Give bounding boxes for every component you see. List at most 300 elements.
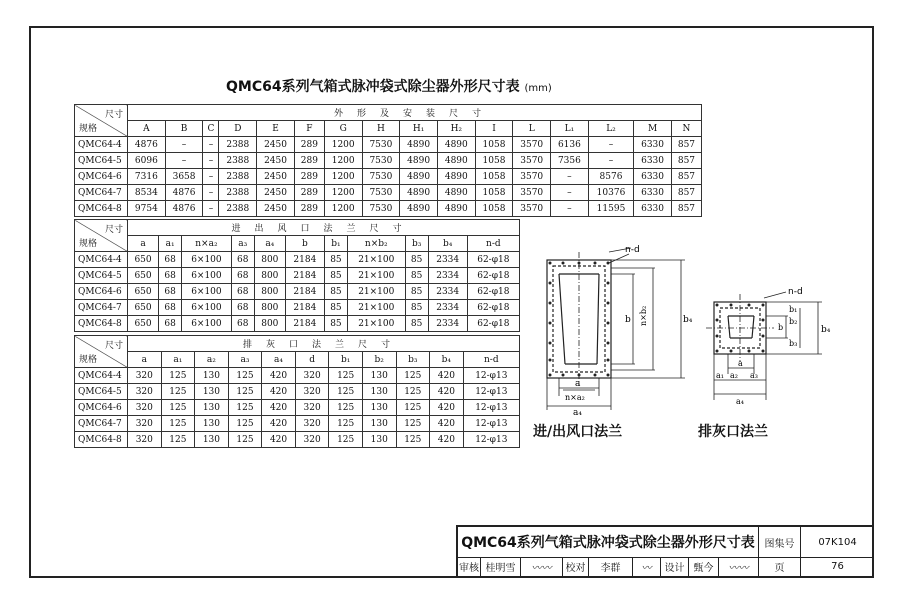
column-header: b₃: [396, 352, 430, 368]
dimension-table-ash-flange: [74, 335, 520, 448]
table-cell: 4890: [437, 185, 475, 201]
table-cell: 125: [396, 368, 430, 384]
table-cell: 7530: [362, 137, 400, 153]
row-model-name: QMC64-5: [75, 384, 128, 400]
column-header: a₄: [254, 236, 285, 252]
table-cell: 125: [161, 432, 195, 448]
table-cell: 800: [254, 268, 285, 284]
ash-label-b: b: [778, 323, 784, 332]
table-cell: 125: [396, 416, 430, 432]
table-cell: 6×100: [182, 316, 232, 332]
ash-opening-left: [728, 316, 730, 338]
table-row: [75, 137, 702, 153]
table-cell: 320: [128, 432, 162, 448]
reviewer-name: 桂明雪: [480, 557, 520, 576]
table-cell: 62-φ18: [467, 300, 519, 316]
table-cell: 68: [231, 300, 254, 316]
title-block-row-2: [458, 557, 874, 576]
opening-right-edge: [597, 274, 599, 364]
column-header: a₄: [262, 352, 296, 368]
table-cell: 125: [228, 400, 262, 416]
column-header: a₁: [159, 236, 182, 252]
table-cell: 4890: [437, 153, 475, 169]
table-cell: 4876: [165, 201, 203, 217]
table-body: [75, 252, 520, 332]
table-cell: 420: [430, 400, 464, 416]
column-header: b₁: [329, 352, 363, 368]
corner-top-label: 尺寸: [104, 110, 123, 120]
table-cell: 7530: [362, 153, 400, 169]
table-cell: 1058: [475, 185, 513, 201]
table-row: [75, 169, 702, 185]
ash-label-a: a: [738, 359, 743, 368]
table-cell: 68: [159, 268, 182, 284]
table-cell: 62-φ18: [467, 316, 519, 332]
table-cell: 320: [128, 416, 162, 432]
table-cell: 4890: [400, 153, 438, 169]
label-na2: n×a₂: [565, 393, 585, 402]
ash-label-a2: a₂: [730, 371, 738, 380]
table-cell: 130: [195, 432, 229, 448]
table-cell: 650: [128, 316, 159, 332]
table-cell: 6330: [634, 185, 672, 201]
table-cell: –: [588, 153, 633, 169]
column-header: b₃: [405, 236, 428, 252]
reviewer-signature: 〰〰: [520, 557, 562, 576]
check-label: 校对: [562, 557, 588, 576]
column-header: D: [219, 121, 257, 137]
table-cell: 68: [231, 252, 254, 268]
table-cell: 68: [159, 316, 182, 332]
table-cell: 4890: [437, 137, 475, 153]
designer-name: 甄今: [688, 557, 718, 576]
opening-left-edge: [559, 274, 565, 364]
table-cell: 85: [405, 300, 428, 316]
ash-label-a4: a₄: [736, 397, 744, 406]
table-cell: 6330: [634, 201, 672, 217]
corner-bottom-label: 规格: [79, 124, 98, 134]
table-row: [75, 416, 520, 432]
group-header: 排灰口法兰尺寸: [128, 336, 520, 352]
table-cell: 6330: [634, 169, 672, 185]
column-header: a₃: [231, 236, 254, 252]
table-cell: 125: [396, 432, 430, 448]
table-cell: 420: [262, 416, 296, 432]
table-cell: 2450: [257, 201, 295, 217]
column-header: n-d: [467, 236, 519, 252]
column-header: L: [513, 121, 551, 137]
table-cell: –: [203, 201, 219, 217]
table-cell: 68: [159, 252, 182, 268]
row-model-name: QMC64-7: [75, 300, 128, 316]
label-nd: n-d: [625, 245, 640, 255]
column-header: b₂: [362, 352, 396, 368]
column-header: G: [324, 121, 362, 137]
table-cell: 320: [295, 368, 329, 384]
column-header: M: [634, 121, 672, 137]
column-header: H₂: [437, 121, 475, 137]
page-title-text: QMC64系列气箱式脉冲袋式除尘器外形尺寸表: [226, 79, 520, 95]
table-cell: –: [203, 185, 219, 201]
table-cell: 420: [262, 400, 296, 416]
table-cell: 125: [161, 368, 195, 384]
table-cell: 420: [262, 384, 296, 400]
table-cell: 420: [430, 432, 464, 448]
ash-label-a1: a₁: [716, 371, 724, 380]
table-cell: 2334: [428, 284, 467, 300]
table-cell: 3570: [513, 153, 551, 169]
table-cell: 857: [671, 201, 701, 217]
table-cell: 21×100: [347, 316, 405, 332]
table-cell: 7530: [362, 201, 400, 217]
column-header-row: [75, 236, 520, 252]
table-cell: 650: [128, 268, 159, 284]
table-cell: 800: [254, 316, 285, 332]
table-corner-cell: [75, 336, 128, 368]
table-cell: 857: [671, 137, 701, 153]
table-row: [75, 384, 520, 400]
table-cell: 125: [228, 384, 262, 400]
table-cell: 320: [128, 400, 162, 416]
atlas-number: 07K104: [800, 527, 874, 557]
ash-label-b3: b₃: [789, 339, 798, 348]
column-header: L₁: [551, 121, 589, 137]
table-cell: 1058: [475, 169, 513, 185]
column-header: H₁: [400, 121, 438, 137]
table-cell: 2388: [219, 153, 257, 169]
table-cell: 4890: [437, 169, 475, 185]
table-cell: 1200: [324, 169, 362, 185]
title-block: [456, 525, 872, 576]
table-cell: 6096: [128, 153, 166, 169]
table-cell: 2334: [428, 268, 467, 284]
table-cell: 4890: [437, 201, 475, 217]
table-corner-cell: [75, 220, 128, 252]
column-header: C: [203, 121, 219, 137]
table-cell: 85: [324, 284, 347, 300]
table-cell: 7530: [362, 169, 400, 185]
table-cell: 3570: [513, 137, 551, 153]
table-cell: 857: [671, 169, 701, 185]
table-body: [75, 368, 520, 448]
column-header: a₁: [161, 352, 195, 368]
table-cell: 12-φ13: [463, 416, 519, 432]
table-cell: 85: [324, 316, 347, 332]
table-cell: 85: [405, 268, 428, 284]
table-cell: 125: [329, 416, 363, 432]
table-cell: 8576: [588, 169, 633, 185]
table-cell: 21×100: [347, 268, 405, 284]
table-cell: 7356: [551, 153, 589, 169]
table-body: [75, 137, 702, 217]
corner-top-label: 尺寸: [104, 341, 123, 351]
label-a4: a₄: [573, 408, 582, 418]
table-cell: 21×100: [347, 284, 405, 300]
column-header-row: [75, 352, 520, 368]
table-cell: –: [203, 153, 219, 169]
dimension-table-inlet-flange: [74, 219, 520, 332]
table-cell: 320: [295, 416, 329, 432]
designer-signature: 〰〰: [718, 557, 758, 576]
table-cell: 8534: [128, 185, 166, 201]
table-cell: 2334: [428, 300, 467, 316]
column-header: H: [362, 121, 400, 137]
table-cell: 9754: [128, 201, 166, 217]
column-header: N: [671, 121, 701, 137]
table-row: [75, 400, 520, 416]
column-header: a₃: [228, 352, 262, 368]
row-model-name: QMC64-5: [75, 268, 128, 284]
table-cell: –: [551, 185, 589, 201]
row-model-name: QMC64-8: [75, 201, 128, 217]
table-cell: 85: [405, 252, 428, 268]
table-cell: 800: [254, 284, 285, 300]
column-header: b₄: [430, 352, 464, 368]
table-cell: 68: [159, 284, 182, 300]
table-cell: 289: [294, 201, 324, 217]
table-cell: 857: [671, 185, 701, 201]
table-cell: 85: [405, 284, 428, 300]
table-cell: 125: [228, 416, 262, 432]
table-cell: 4876: [128, 137, 166, 153]
table-cell: 10376: [588, 185, 633, 201]
table-row: [75, 252, 520, 268]
table-cell: 125: [329, 432, 363, 448]
design-label: 设计: [660, 557, 688, 576]
table-cell: 125: [329, 400, 363, 416]
table-cell: –: [588, 137, 633, 153]
table-cell: 2388: [219, 169, 257, 185]
table-cell: 2388: [219, 185, 257, 201]
label-nb2: n×b₂: [639, 305, 648, 326]
table-row: [75, 201, 702, 217]
table-cell: 4876: [165, 185, 203, 201]
table-cell: 1200: [324, 153, 362, 169]
table-cell: 2388: [219, 137, 257, 153]
table-row: [75, 153, 702, 169]
column-header: F: [294, 121, 324, 137]
table-cell: 4890: [400, 201, 438, 217]
inlet-flange-caption: 进/出风口法兰: [533, 424, 623, 440]
row-model-name: QMC64-5: [75, 153, 128, 169]
table-cell: 85: [324, 268, 347, 284]
table-cell: 800: [254, 252, 285, 268]
table-cell: 130: [195, 400, 229, 416]
row-model-name: QMC64-7: [75, 185, 128, 201]
table-cell: 320: [295, 432, 329, 448]
table-cell: 420: [262, 432, 296, 448]
table-cell: 320: [295, 400, 329, 416]
column-header-row: [75, 121, 702, 137]
table-cell: 2388: [219, 201, 257, 217]
table-cell: 62-φ18: [467, 268, 519, 284]
table-cell: 420: [430, 384, 464, 400]
column-header: I: [475, 121, 513, 137]
table-cell: 320: [128, 368, 162, 384]
ash-label-b2: b₂: [789, 317, 798, 326]
table-cell: 2184: [285, 252, 324, 268]
table-cell: 1200: [324, 201, 362, 217]
column-header: a: [128, 352, 162, 368]
table-cell: 130: [362, 384, 396, 400]
table-cell: 800: [254, 300, 285, 316]
table-cell: 857: [671, 153, 701, 169]
title-block-title: QMC64系列气箱式脉冲袋式除尘器外形尺寸表: [461, 535, 755, 551]
table-cell: 4890: [400, 169, 438, 185]
table-cell: 12-φ13: [463, 368, 519, 384]
group-header: 进出风口法兰尺寸: [128, 220, 520, 236]
label-b: b: [625, 315, 631, 325]
page-number: 76: [800, 557, 874, 576]
column-header: n-d: [463, 352, 519, 368]
table-cell: 2334: [428, 252, 467, 268]
row-model-name: QMC64-4: [75, 137, 128, 153]
table-cell: 130: [195, 384, 229, 400]
table-cell: 289: [294, 153, 324, 169]
ash-label-a3: a₃: [750, 371, 758, 380]
page-label: 页: [758, 557, 800, 576]
table-cell: 2450: [257, 137, 295, 153]
row-model-name: QMC64-4: [75, 252, 128, 268]
row-model-name: QMC64-6: [75, 169, 128, 185]
table-cell: 125: [396, 384, 430, 400]
ash-flange-caption: 排灰口法兰: [698, 424, 768, 440]
table-cell: 68: [231, 284, 254, 300]
page-title-unit: (mm): [524, 83, 552, 94]
atlas-label: 图集号: [758, 527, 800, 557]
table-cell: 125: [228, 432, 262, 448]
column-header: d: [295, 352, 329, 368]
table-cell: 650: [128, 300, 159, 316]
corner-top-label: 尺寸: [104, 225, 123, 235]
table-cell: 85: [324, 252, 347, 268]
table-cell: 68: [159, 300, 182, 316]
table-cell: 3570: [513, 201, 551, 217]
table-row: [75, 368, 520, 384]
label-b4: b₄: [683, 315, 693, 325]
table-cell: 6×100: [182, 252, 232, 268]
table-cell: –: [165, 153, 203, 169]
table-cell: –: [165, 137, 203, 153]
review-label: 审核: [459, 563, 479, 574]
group-header: 外形及安装尺寸: [128, 105, 702, 121]
table-cell: 125: [329, 384, 363, 400]
table-cell: 2184: [285, 316, 324, 332]
table-corner-cell: [75, 105, 128, 137]
table-cell: 289: [294, 169, 324, 185]
table-cell: 6×100: [182, 284, 232, 300]
column-header: n×a₂: [182, 236, 232, 252]
table-cell: 289: [294, 137, 324, 153]
ash-label-b4: b₄: [821, 325, 831, 335]
table-cell: 68: [231, 268, 254, 284]
row-model-name: QMC64-4: [75, 368, 128, 384]
table-cell: 85: [405, 316, 428, 332]
table-row: [75, 284, 520, 300]
table-cell: 68: [231, 316, 254, 332]
column-header: A: [128, 121, 166, 137]
table-cell: 62-φ18: [467, 252, 519, 268]
table-cell: 130: [362, 432, 396, 448]
table-cell: 1058: [475, 137, 513, 153]
ash-opening-right: [752, 316, 754, 338]
row-model-name: QMC64-8: [75, 316, 128, 332]
row-model-name: QMC64-7: [75, 416, 128, 432]
table-cell: 7316: [128, 169, 166, 185]
table-cell: 320: [128, 384, 162, 400]
table-cell: –: [551, 169, 589, 185]
table-cell: 6136: [551, 137, 589, 153]
table-cell: 130: [362, 368, 396, 384]
table-cell: 4890: [400, 185, 438, 201]
column-header: n×b₂: [347, 236, 405, 252]
table-row: [75, 300, 520, 316]
table-cell: 21×100: [347, 300, 405, 316]
table-cell: 62-φ18: [467, 284, 519, 300]
checker-signature: 〰: [632, 557, 660, 576]
table-cell: 6330: [634, 153, 672, 169]
table-cell: 130: [195, 416, 229, 432]
column-header: b: [285, 236, 324, 252]
table-row: [75, 432, 520, 448]
column-header: L₂: [588, 121, 633, 137]
table-cell: 85: [324, 300, 347, 316]
table-cell: 420: [430, 416, 464, 432]
table-cell: 2184: [285, 300, 324, 316]
label-a: a: [575, 379, 581, 389]
table-cell: 11595: [588, 201, 633, 217]
table-cell: 650: [128, 252, 159, 268]
corner-bottom-label: 规格: [79, 355, 98, 365]
table-cell: 130: [195, 368, 229, 384]
table-cell: 125: [161, 416, 195, 432]
table-cell: 1200: [324, 185, 362, 201]
table-cell: 289: [294, 185, 324, 201]
column-header: a₂: [195, 352, 229, 368]
row-model-name: QMC64-8: [75, 432, 128, 448]
column-header: b₁: [324, 236, 347, 252]
table-cell: 4890: [400, 137, 438, 153]
table-cell: 125: [161, 400, 195, 416]
title-block-row-1: [458, 527, 874, 558]
table-cell: 3658: [165, 169, 203, 185]
table-cell: 21×100: [347, 252, 405, 268]
table-cell: 2450: [257, 185, 295, 201]
table-cell: –: [203, 169, 219, 185]
table-cell: 125: [161, 384, 195, 400]
table-cell: 1058: [475, 201, 513, 217]
table-row: [75, 316, 520, 332]
column-header: b₄: [428, 236, 467, 252]
table-cell: 3570: [513, 185, 551, 201]
column-header: E: [257, 121, 295, 137]
table-cell: 2450: [257, 153, 295, 169]
table-cell: 125: [329, 368, 363, 384]
table-cell: –: [551, 201, 589, 217]
table-cell: 12-φ13: [463, 400, 519, 416]
table-cell: 2334: [428, 316, 467, 332]
table-cell: 2184: [285, 284, 324, 300]
table-cell: 12-φ13: [463, 432, 519, 448]
table-cell: 320: [295, 384, 329, 400]
table-row: [75, 268, 520, 284]
table-row: [75, 185, 702, 201]
table-cell: 420: [430, 368, 464, 384]
ash-flange-drawing: [700, 282, 840, 412]
table-cell: 1058: [475, 153, 513, 169]
table-cell: 7530: [362, 185, 400, 201]
table-cell: –: [203, 137, 219, 153]
